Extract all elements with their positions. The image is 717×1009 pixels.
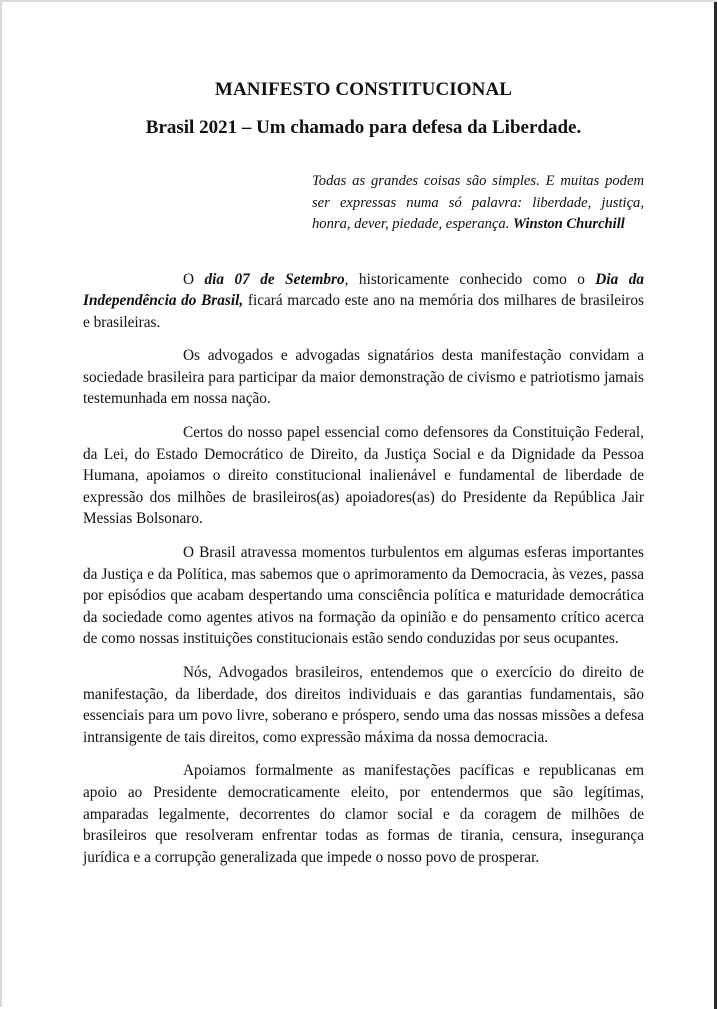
paragraph-3: Certos do nosso papel essencial como defensores da Constituição Federal, da Lei, do Estado Democrático de Direito, da Justiça Social e da Dignidade da Pessoa Humana, apoiamos o direito constitucional inalienável e fundamental de liberdade de expressão dos milhões de brasileiros(as) apoiadores(as) do Presidente da República Jair Messias Bolsonaro. <box>83 424 644 528</box>
epigraph-author: Winston Churchill <box>513 216 625 232</box>
paragraph-1-pre: O <box>183 270 205 288</box>
document-subtitle: Brasil 2021 – Um chamado para defesa da Liberdade. <box>145 117 582 138</box>
paragraph-6: Apoiamos formalmente as manifestações pacíficas e republicanas em apoio ao Presidente democraticamente eleito, por entendermos que são legítimas, amparadas legalmente, decorrentes do clamor social e da coragem de milhões de brasileiros que resolveram enfrentar todas as formas de tirania, censura, insegurança jurídica e a corrupção generalizada que impede o nosso povo de prosperar. <box>83 762 644 866</box>
paragraph-1-independence-emphasis: Dia da Independência do Brasil, <box>83 270 644 310</box>
paragraph-1-mid: , historicamente conhecido como o <box>344 270 596 288</box>
paragraph-5: Nós, Advogados brasileiros, entendemos que o exercício do direito de manifestação, da liberdade, dos direitos individuais e das garantias fundamentais, são essenciais para um povo livre, soberano e próspero, sendo uma das nossas missões a defesa intransigente de tais direitos, como expressão máxima da nossa democracia. <box>83 664 644 746</box>
epigraph <box>312 171 644 236</box>
paragraph-2: Os advogados e advogadas signatários desta manifestação convidam a sociedade brasileira para participar da maior demonstração de civismo e patriotismo jamais testemunhada em nossa nação. <box>83 347 644 408</box>
document-body <box>83 76 644 868</box>
paragraph-1-date-emphasis: dia 07 de Setembro <box>204 270 345 288</box>
paragraph-1-post: ficará marcado este ano na memória dos milhares de brasileiros e brasileiras. <box>83 292 644 331</box>
document-title: MANIFESTO CONSTITUCIONAL <box>214 79 513 100</box>
epigraph-quote: Todas as grandes coisas são simples. E muitas podem ser expressas numa só palavra: liberdade, justiça, honra, dever, piedade, esperança. <box>312 173 644 232</box>
paragraph-4: O Brasil atravessa momentos turbulentos em algumas esferas importantes da Justiça e da Política, mas sabemos que o aprimoramento da Democracia, às vezes, passa por episódios que acabam despertando uma consciência política e maturidade democrática da sociedade como agentes ativos na formação da opinião e do pensamento crítico acerca de como nossas instituições constitucionais estão sendo conduzidas por seus ocupantes. <box>83 544 644 648</box>
paragraph-1 <box>83 269 644 334</box>
